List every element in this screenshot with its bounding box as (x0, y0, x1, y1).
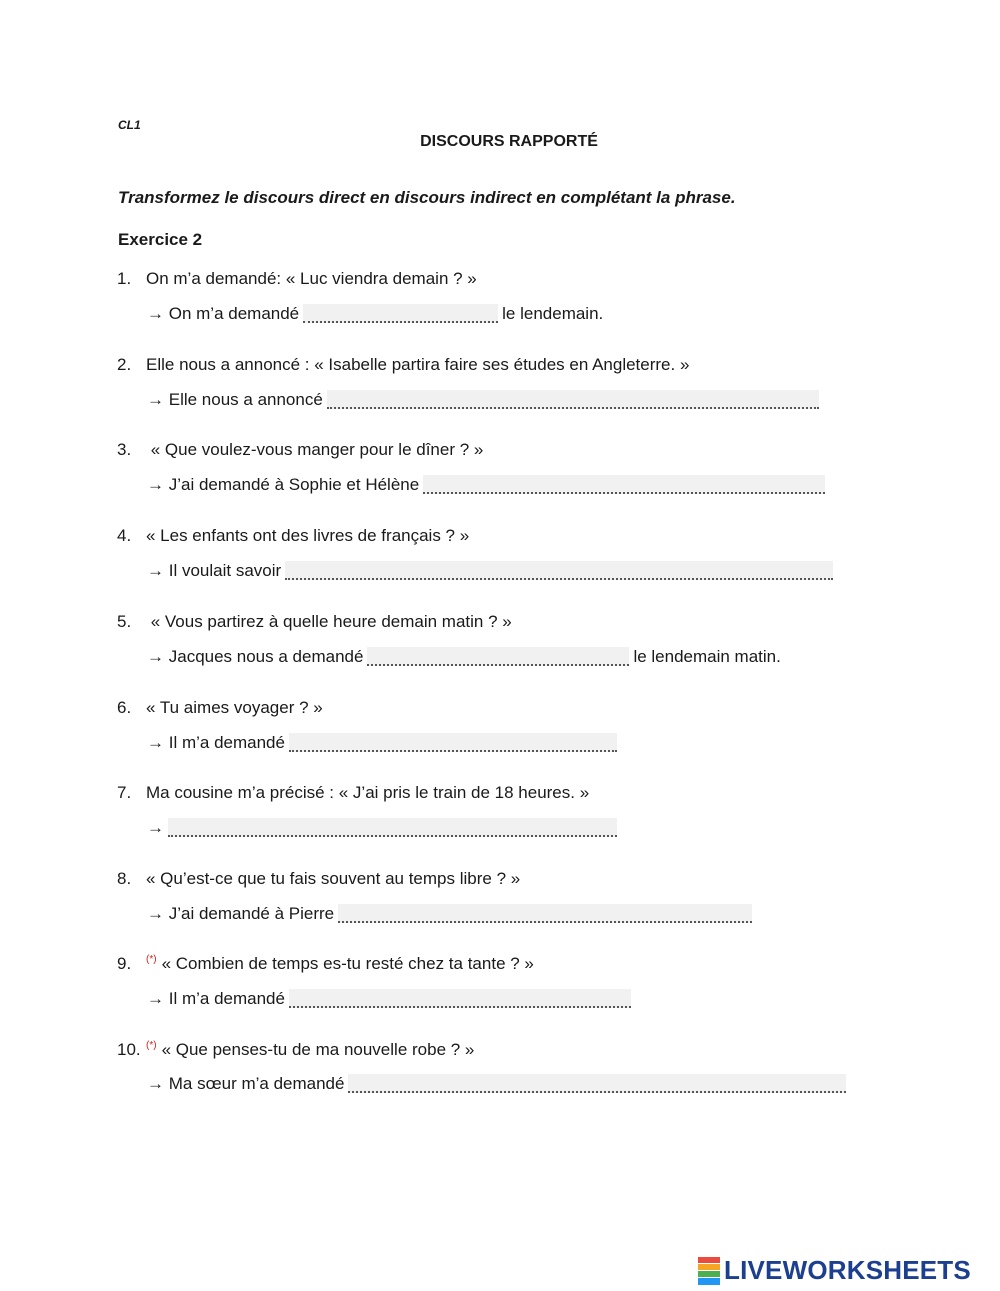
logo-block (698, 1264, 720, 1270)
question-10 (117, 1040, 474, 1060)
answer-input-9[interactable] (289, 989, 631, 1008)
answer-prefix: Il m’a demandé (168, 733, 285, 752)
answer-input-4[interactable] (285, 561, 833, 580)
question-number: 4. (117, 526, 132, 545)
question-prompt: « Que voulez-vous manger pour le dîner ? » (146, 440, 484, 459)
answer-line-7 (147, 814, 621, 838)
question-prompt: On m’a demandé: « Luc viendra demain ? » (146, 269, 477, 288)
question-prompt: « Qu’est-ce que tu fais souvent au temps libre ? » (146, 869, 521, 888)
arrow-icon: → (147, 304, 164, 323)
logo-block (698, 1278, 720, 1284)
difficulty-star: (*) (146, 954, 157, 965)
arrow-icon: → (147, 733, 164, 752)
question-number: 6. (117, 698, 132, 717)
arrow-icon: → (147, 818, 164, 837)
arrow-icon: → (147, 647, 164, 666)
document-code: CL1 (118, 118, 141, 132)
question-prompt: « Combien de temps es-tu resté chez ta tante ? » (161, 954, 534, 973)
arrow-icon: → (147, 475, 164, 494)
question-8 (117, 869, 520, 889)
question-prompt: « Que penses-tu de ma nouvelle robe ? » (161, 1040, 475, 1059)
exercise-heading: Exercice 2 (118, 230, 203, 249)
answer-input-5[interactable] (367, 647, 629, 666)
question-7 (117, 783, 589, 803)
answer-input-6[interactable] (289, 733, 617, 752)
answer-input-3[interactable] (423, 475, 825, 494)
answer-line-8 (147, 900, 756, 924)
question-prompt: « Les enfants ont des livres de français ? » (146, 526, 470, 545)
answer-input-1[interactable] (303, 304, 498, 323)
arrow-icon: → (147, 390, 164, 409)
question-number: 7. (117, 783, 132, 802)
answer-input-10[interactable] (348, 1074, 846, 1093)
question-number: 2. (117, 355, 132, 374)
answer-line-10 (147, 1070, 850, 1094)
answer-suffix: le lendemain. (502, 304, 604, 323)
answer-line-1 (147, 300, 603, 324)
logo-text: LIVEWORKSHEETS (724, 1255, 971, 1285)
arrow-icon: → (147, 1074, 164, 1093)
question-4 (117, 526, 469, 546)
liveworksheets-logo[interactable] (698, 1255, 971, 1286)
answer-line-9 (147, 985, 635, 1009)
arrow-icon: → (147, 989, 164, 1008)
question-9 (117, 954, 534, 974)
arrow-icon: → (147, 561, 164, 580)
answer-prefix: Il voulait savoir (168, 561, 282, 580)
question-number: 3. (117, 440, 132, 459)
logo-blocks-icon (698, 1257, 720, 1285)
answer-input-8[interactable] (338, 904, 752, 923)
question-6 (117, 698, 323, 718)
arrow-icon: → (147, 904, 164, 923)
answer-line-4 (147, 557, 837, 581)
question-number: 8. (117, 869, 132, 888)
answer-input-2[interactable] (327, 390, 819, 409)
question-number: 10. (117, 1040, 141, 1059)
question-2 (117, 355, 689, 375)
question-prompt: Elle nous a annoncé : « Isabelle partira faire ses études en Angleterre. » (146, 355, 690, 374)
answer-input-7[interactable] (168, 818, 617, 837)
answer-prefix: Ma sœur m’a demandé (168, 1074, 345, 1093)
logo-block (698, 1271, 720, 1277)
answer-prefix: Il m’a demandé (168, 989, 285, 1008)
answer-prefix: J’ai demandé à Pierre (168, 904, 335, 923)
question-3 (117, 440, 483, 460)
question-number: 5. (117, 612, 132, 631)
answer-suffix: le lendemain matin. (633, 647, 781, 666)
difficulty-star: (*) (146, 1040, 157, 1051)
page-title: DISCOURS RAPPORTÉ (420, 133, 598, 150)
answer-prefix: On m’a demandé (168, 304, 300, 323)
question-1 (117, 269, 477, 289)
instruction-text: Transformez le discours direct en discours indirect en complétant la phrase. (118, 188, 736, 207)
answer-prefix: J’ai demandé à Sophie et Hélène (168, 475, 420, 494)
answer-line-5 (147, 643, 781, 667)
answer-line-6 (147, 729, 621, 753)
answer-prefix: Jacques nous a demandé (168, 647, 364, 666)
answer-prefix: Elle nous a annoncé (168, 390, 323, 409)
question-prompt: « Tu aimes voyager ? » (146, 698, 323, 717)
question-number: 1. (117, 269, 132, 288)
logo-block (698, 1257, 720, 1263)
answer-line-2 (147, 386, 823, 410)
answer-line-3 (147, 471, 829, 495)
question-number: 9. (117, 954, 132, 973)
question-prompt: Ma cousine m’a précisé : « J’ai pris le train de 18 heures. » (146, 783, 590, 802)
question-5 (117, 612, 512, 632)
question-prompt: « Vous partirez à quelle heure demain matin ? » (146, 612, 512, 631)
